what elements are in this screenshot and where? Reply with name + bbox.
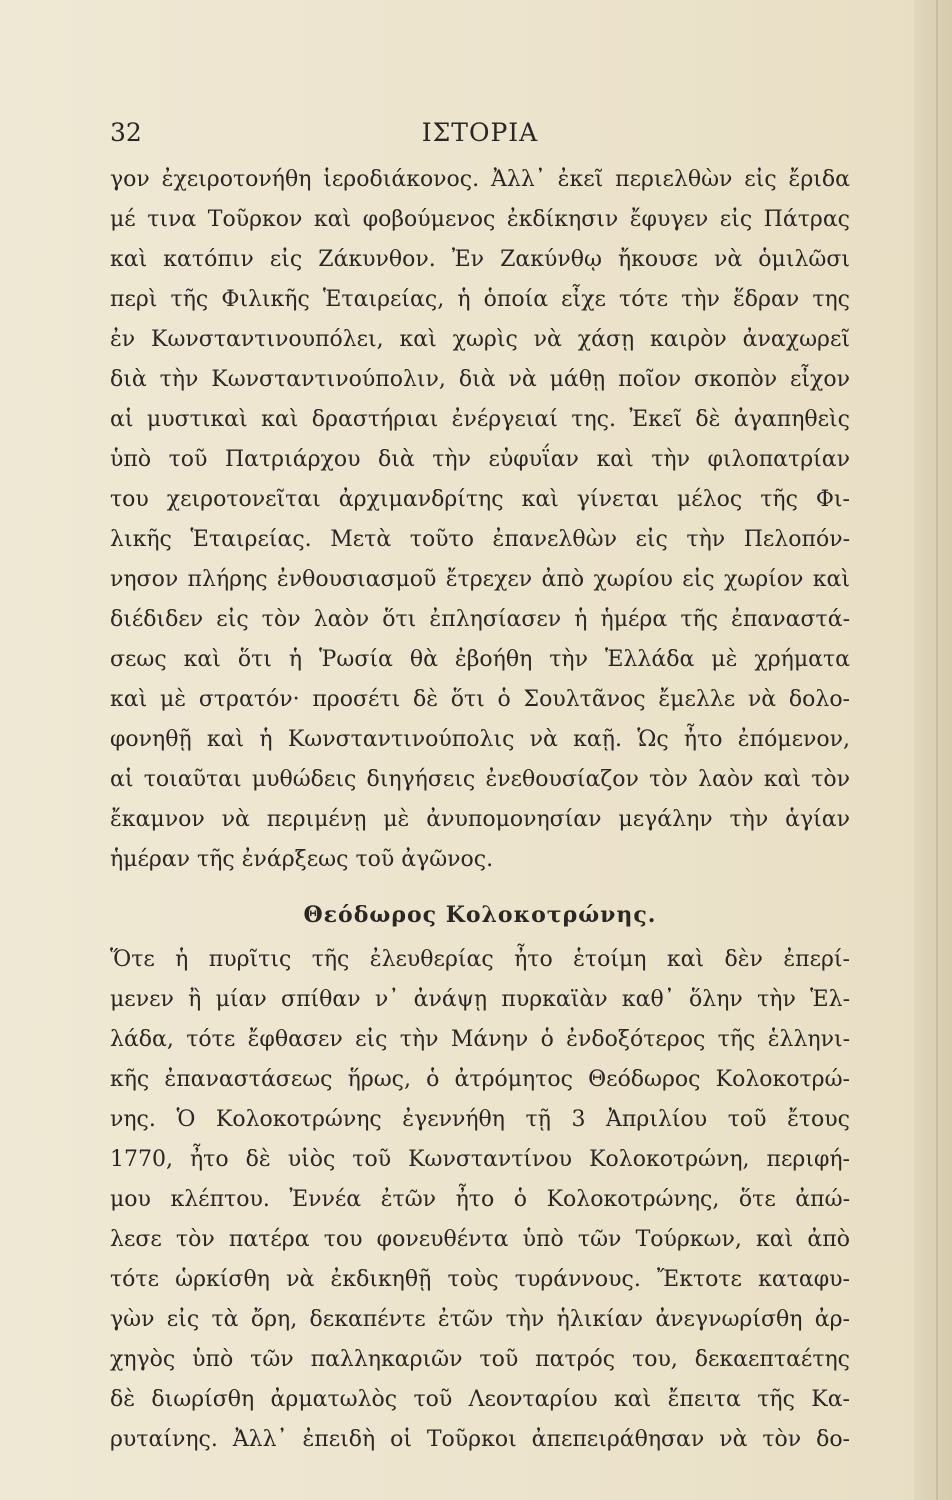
- section-heading: Θεόδωρος Κολοκοτρώνης.: [303, 902, 657, 928]
- text-line: νης. Ὁ Κολοκοτρώνης ἐγεννήθη τῇ 3 Ἀπριλίου τοῦ ἔτους: [110, 1107, 850, 1132]
- text-line: διέδιδεν εἰς τὸν λαὸν ὅτι ἐπλησίασεν ἡ ἡμέρα τῆς ἐπαναστά-: [110, 607, 850, 632]
- text-line: κῆς ἐπαναστάσεως ἥρως, ὁ ἀτρόμητος Θεόδωρος Κολοκοτρώ-: [110, 1067, 850, 1092]
- text-line: χηγὸς ὑπὸ τῶν παλληκαριῶν τοῦ πατρός του, δεκαεπταέτης: [110, 1347, 850, 1372]
- text-line: ἡμέραν τῆς ἐνάρξεως τοῦ ἀγῶνος.: [110, 847, 494, 872]
- text-line: αἱ τοιαῦται μυθώδεις διηγήσεις ἐνεθουσίαζον τὸν λαὸν καὶ τὸν: [110, 767, 850, 792]
- text-line: Ὅτε ἡ πυρῖτις τῆς ἐλευθερίας ἦτο ἑτοίμη καὶ δὲν ἐπερί-: [110, 947, 850, 972]
- text-line: ἐν Κωνσταντινουπόλει, καὶ χωρὶς νὰ χάσῃ καιρὸν ἀναχωρεῖ: [110, 327, 850, 352]
- text-line: λεσε τὸν πατέρα του φονευθέντα ὑπὸ τῶν Τούρκων, καὶ ἀπὸ: [110, 1227, 850, 1252]
- text-line: ἔκαμνον νὰ περιμένῃ μὲ ἀνυπομονησίαν μεγάλην τὴν ἁγίαν: [110, 807, 850, 832]
- running-title: ΙΣΤΟΡΙΑ: [421, 118, 539, 147]
- text-line: καὶ μὲ στρατόν· προσέτι δὲ ὅτι ὁ Σουλτᾶνος ἔμελλε νὰ δολο-: [110, 687, 850, 712]
- text-line: μου κλέπτου. Ἐννέα ἐτῶν ἦτο ὁ Κολοκοτρώνης, ὅτε ἀπώ-: [110, 1187, 850, 1212]
- text-line: λάδα, τότε ἔφθασεν εἰς τὴν Μάνην ὁ ἐνδοξότερος τῆς ἑλληνι-: [110, 1027, 850, 1052]
- text-line: 1770, ἦτο δὲ υἱὸς τοῦ Κωνσταντίνου Κολοκοτρώνη, περιφή-: [110, 1147, 850, 1172]
- page-number: 32: [110, 118, 142, 147]
- paragraph-1: [110, 160, 850, 880]
- text-line: τότε ὡρκίσθη νὰ ἐκδικηθῇ τοὺς τυράννους. Ἔκτοτε καταφυ-: [110, 1267, 850, 1292]
- text-line: περὶ τῆς Φιλικῆς Ἑταιρείας, ἡ ὁποία εἶχε τότε τὴν ἕδραν της: [110, 287, 850, 312]
- text-line: καὶ κατόπιν εἰς Ζάκυνθον. Ἐν Ζακύνθῳ ἤκουσε νὰ ὁμιλῶσι: [110, 247, 850, 272]
- spacer: [110, 880, 850, 890]
- page-header: [110, 118, 850, 152]
- text-line: ὑπὸ τοῦ Πατριάρχου διὰ τὴν εὐφυΐαν καὶ τὴν φιλοπατρίαν: [110, 447, 850, 472]
- text-line: γον ἐχειροτονήθη ἱεροδιάκονος. Ἀλλ᾽ ἐκεῖ περιελθὼν εἰς ἔριδα: [110, 167, 850, 192]
- text-line: ρυταίνης. Ἀλλ᾽ ἐπειδὴ οἱ Τοῦρκοι ἀπεπειράθησαν νὰ τὸν δο-: [110, 1427, 850, 1452]
- page-edge-line: [936, 0, 938, 1500]
- text-line: δὲ διωρίσθη ἀρματωλὸς τοῦ Λεονταρίου καὶ ἔπειτα τῆς Κα-: [110, 1387, 850, 1412]
- text-line: λικῆς Ἑταιρείας. Μετὰ τοῦτο ἐπανελθὼν εἰς τὴν Πελοπόν-: [110, 527, 850, 552]
- text-line: του χειροτονεῖται ἀρχιμανδρίτης καὶ γίνεται μέλος τῆς Φι-: [110, 487, 850, 512]
- page-edge: [914, 0, 952, 1500]
- text-line: διὰ τὴν Κωνσταντινούπολιν, διὰ νὰ μάθῃ ποῖον σκοπὸν εἶχον: [110, 367, 850, 392]
- paragraph-2: [110, 940, 850, 1460]
- text-line: φονηθῇ καὶ ἡ Κωνσταντινούπολις νὰ καῇ. Ὡς ἦτο ἐπόμενον,: [110, 727, 850, 752]
- text-line: μενεν ἢ μίαν σπίθαν ν᾽ ἀνάψῃ πυρκαϊὰν καθ᾽ ὅλην τὴν Ἑλ-: [110, 987, 850, 1012]
- text-line: σεως καὶ ὅτι ἡ Ῥωσία θὰ ἐβοήθη τὴν Ἑλλάδα μὲ χρήματα: [110, 647, 850, 672]
- text-block: [110, 160, 850, 1460]
- text-line: μέ τινα Τοῦρκον καὶ φοβούμενος ἐκδίκησιν ἔφυγεν εἰς Πάτρας: [110, 207, 850, 232]
- text-line: γὼν εἰς τὰ ὄρη, δεκαπέντε ἐτῶν τὴν ἡλικίαν ἀνεγνωρίσθη ἀρ-: [110, 1307, 850, 1332]
- text-line: αἱ μυστικαὶ καὶ δραστήριαι ἐνέργειαί της. Ἐκεῖ δὲ ἀγαπηθεὶς: [110, 407, 850, 432]
- text-line: νησον πλήρης ἐνθουσιασμοῦ ἔτρεχεν ἀπὸ χωρίου εἰς χωρίον καὶ: [110, 567, 850, 592]
